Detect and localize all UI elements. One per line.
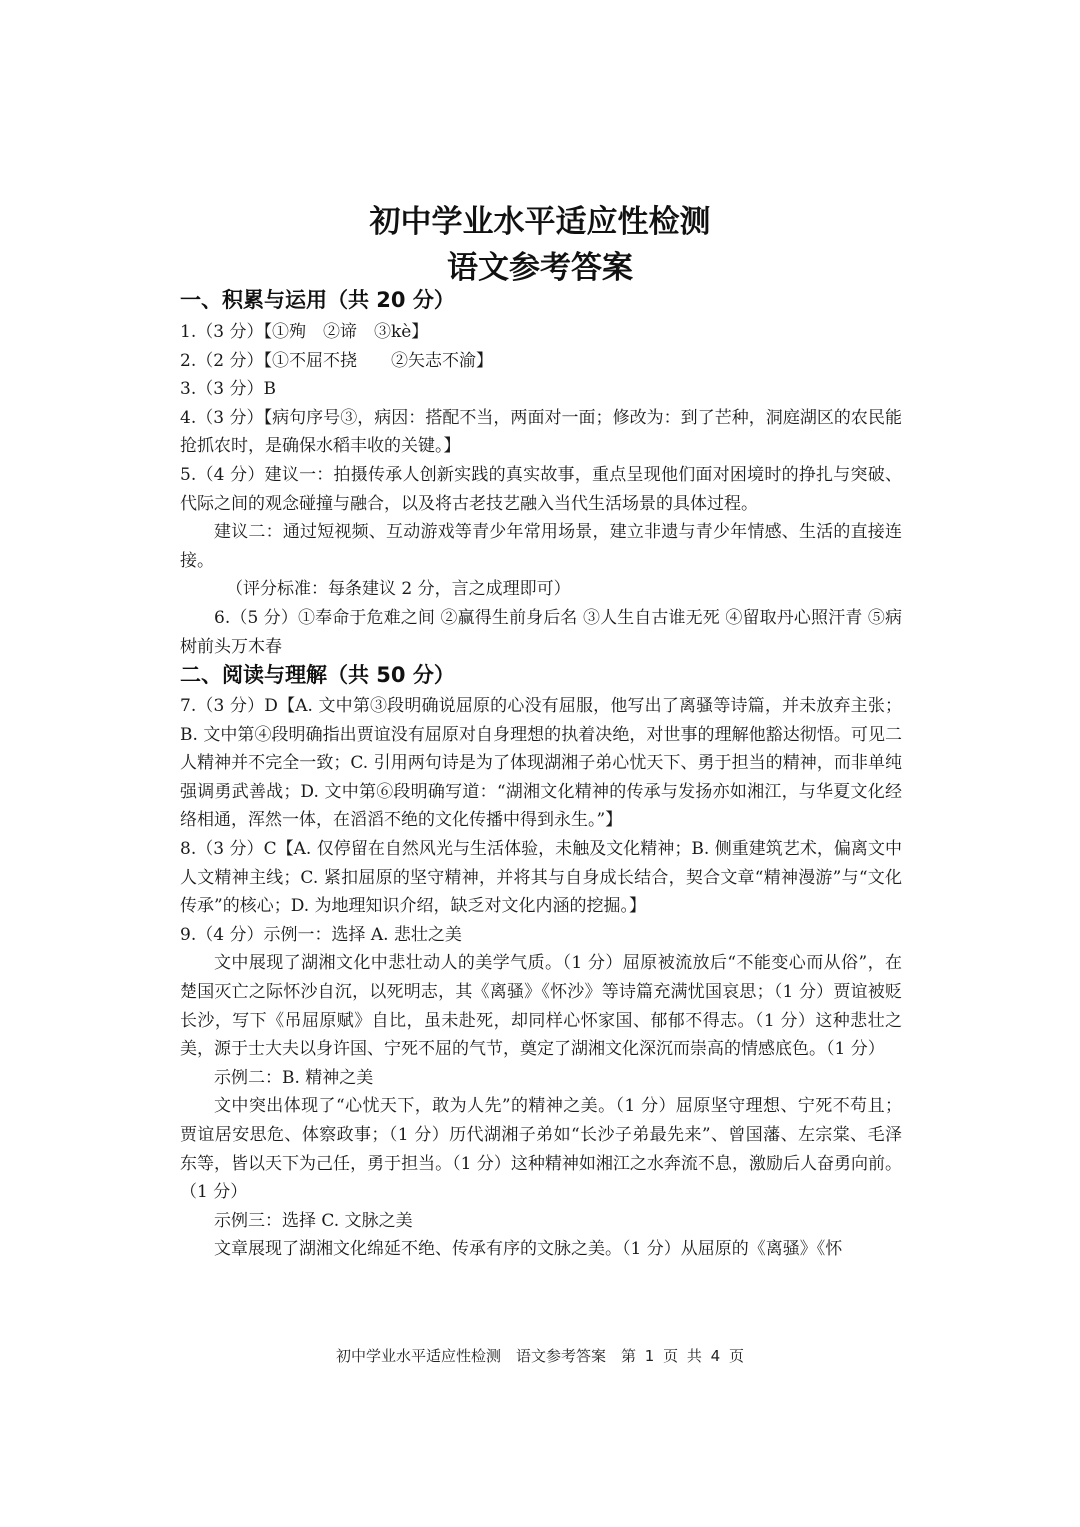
answer-q6: 6.（5 分）①奉命于危难之间 ②赢得生前身后名 ③人生自古谁无死 ④留取丹心照汗青 ⑤病树前头万木春	[180, 607, 902, 657]
answer-q2: 2.（2 分）【①不屈不挠 ②矢志不渝】	[180, 350, 493, 371]
section-heading-accumulation: 一、积累与运用（共 20 分）	[180, 288, 455, 312]
answer-q8: 8.（3 分）C【A. 仅停留在自然风光与生活体验，未触及文化精神；B. 侧重建筑艺术，偏离文中人文精神主线；C. 紧扣屈原的坚守精神，并将其与自身成长结合，契合文章“精神漫游”与“文化传承”的核心；D. 为地理知识介绍，缺乏对文化内涵的挖掘。】	[180, 838, 902, 917]
section-accumulation-body	[180, 318, 902, 661]
answer-q9-example-3-text: 文章展现了湖湘文化绵延不绝、传承有序的文脉之美。（1 分）从屈原的《离骚》《怀	[214, 1239, 843, 1260]
answer-q7: 7.（3 分）D【A. 文中第③段明确说屈原的心没有屈服，他写出了离骚等诗篇，并未放弃主张；B. 文中第④段明确指出贾谊没有屈原对自身理想的执着决绝，对世事的理解他豁达彻悟。可见二人精神并不完全一致；C. 引用两句诗是为了体现湖湘子弟心忧天下、勇于担当的精神，而非单纯强调勇武善战；D. 文中第⑥段明确写道：“湖湘文化精神的传承与发扬亦如湘江，与华夏文化经络相通，浑然一体，在滔滔不绝的文化传播中得到永生。”】	[180, 696, 902, 831]
answer-q5-suggestion-2: 建议二：通过短视频、互动游戏等青少年常用场景，建立非遗与青少年情感、生活的直接连接。	[180, 522, 902, 571]
answer-q1: 1.（3 分）【①殉 ②谛 ③kè】	[180, 322, 429, 342]
answer-q9-example-1-text: 文中展现了湖湘文化中悲壮动人的美学气质。（1 分）屈原被流放后“不能变心而从俗”，在楚国灭亡之际怀沙自沉，以死明志，其《离骚》《怀沙》等诗篇充满忧国哀思；（1 分）贾谊被贬长沙，写下《吊屈原赋》自比，虽未赴死，却同样心怀家国、郁郁不得志。（1 分）这种悲壮之美，源于士大夫以身许国、宁死不屈的气节，奠定了湖湘文化深沉而崇高的情感底色。（1 分）	[180, 953, 902, 1060]
answer-key-title: 语文参考答案	[447, 250, 633, 286]
answer-q5-suggestion-1: 5.（4 分）建议一：拍摄传承人创新实践的真实故事，重点呈现他们面对困境时的挣扎与突破、代际之间的观念碰撞与融合，以及将古老技艺融入当代生活场景的具体过程。	[180, 464, 902, 514]
answer-q9-example-2-heading: 示例二：B. 精神之美	[214, 1067, 374, 1088]
answer-q9-example-2-text: 文中突出体现了“心忧天下，敢为人先”的精神之美。（1 分）屈原坚守理想、宁死不苟且；贾谊居安思危、体察政事；（1 分）历代湖湘子弟如“长沙子弟最先来”、曾国藩、左宗棠、毛泽东等，皆以天下为己任，勇于担当。（1 分）这种精神如湘江之水奔流不息，激励后人奋勇向前。（1 分）	[180, 1096, 902, 1203]
answer-q3: 3.（3 分）B	[180, 379, 276, 400]
section-reading-body	[180, 692, 902, 1264]
answer-q9-example-1-heading: 9.（4 分）示例一：选择 A. 悲壮之美	[180, 924, 462, 945]
answer-q9-example-3-heading: 示例三：选择 C. 文脉之美	[214, 1210, 413, 1231]
answer-q5-scoring-note: （评分标准：每条建议 2 分，言之成理即可）	[226, 579, 571, 600]
page-footer: 初中学业水平适应性检测 语文参考答案 第 1 页 共 4 页	[336, 1347, 744, 1365]
section-heading-reading: 二、阅读与理解（共 50 分）	[180, 663, 455, 687]
answer-q4: 4.（3 分）【病句序号③，病因：搭配不当，两面对一面；修改为：到了芒种，洞庭湖区的农民能抢抓农时，是确保水稻丰收的关键。】	[180, 407, 902, 457]
exam-title: 初中学业水平适应性检测	[369, 204, 711, 240]
